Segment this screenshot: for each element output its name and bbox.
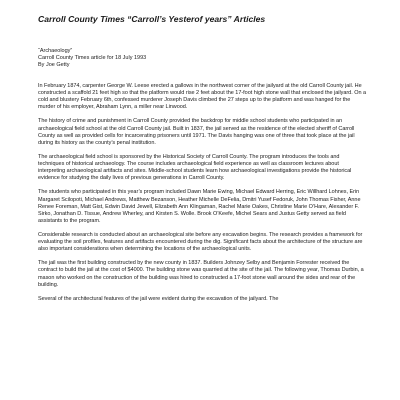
paragraph-architecture: Several of the architectural features of the jail were evident during the excavation of the jailyard. The bbox=[38, 295, 279, 302]
article-title: “Archaeology” bbox=[38, 48, 73, 54]
paragraph-students: The students who participated in this year’s program included Dawn Marie Ewing, Michael Edward Herring, Eric Willhard Lohnes, Erin Margaret Scilopoti, Michael Andrews, Matthew Bezanson, Heather Michelle DeFelia, Dmitri Yusef Fedoruk, John Thomas Fisher, Anne Renee Foreman, Matt Gist, Edwin David Jewell, Elizabeth Ann Klingaman, Rachel Marie Oakes, Christine Marie O’Hare, Alexander F. Sirko, Jonathan D. Tissue, Andrew Wherley, and Kirsten S. Wolle. Brook O’Keefe, Michel Sears and Justus Getty served as field assistants to the program. bbox=[38, 189, 361, 224]
paragraph-research: Considerable research is conducted about an archaeological site before any excavation begins. The research provides a framework for evaluating the soil profiles, features and artifacts encountered during the dig. Significant facts about the architecture of the structure are also important considerations when determining the locations of the archaeological units. bbox=[38, 231, 363, 253]
paragraph-gallows: In February 1874, carpenter George W. Leese erected a gallows in the northwest corner of the jailyard at the old Carroll County jail. He constructed a scaffold 21 feet high so that the platform would rise 2 feet about the 17-foot high stone wall that enclosed the jailyard. On a cold and blustery February 6th, confessed murderer Joseph Davis climbed the 27 steps up to the platform and was hanged for the murder of his employer, Abraham Lynn, a miller near Linwood. bbox=[38, 83, 367, 111]
article-author: By Joe Getty bbox=[38, 62, 70, 69]
paragraph-crime-history: The history of crime and punishment in Carroll County provided the backdrop for middle school students who participated in an archaeological field school at the old Carroll County jail. Built in 1837, the jail served as the residence of the elected sheriff of Carroll County as well as provided cells for incarcerating prisoners until 1971. The Davis hanging was one of three that took place at the jail during its history as the county’s penal institution. bbox=[38, 118, 355, 146]
paragraph-field-school: The archaeological field school is sponsored by the Historical Society of Carroll County. The program introduces the tools and techniques of historical archaeology. The course includes archaeological field experience as well as classroom lectures about interpreting archaeological artifacts and sites. Middle-school students learn how archaeological investigations provide the historical evidence for studying the daily lives of previous generations in Carroll County. bbox=[38, 153, 352, 182]
document-heading: Carroll County Times “Carroll’s Yesterof years” Articles bbox=[38, 14, 266, 24]
article-source: Carroll County Times article for 18 July 1993 bbox=[38, 55, 147, 62]
article-meta bbox=[38, 48, 378, 69]
paragraph-jail-construction: The jail was the first building constructed by the new county in 1837. Builders Johnzey Selby and Benjamin Forrester received the contract to build the jail at the cost of $4000. The building stone was quarried at the site of the jail. The following year, Thomas Durbin, a mason who worked on the construction of the building was hired to constructed a 17-foot stone wall around the sides and rear of the building. bbox=[38, 260, 364, 288]
article-body bbox=[38, 83, 366, 310]
